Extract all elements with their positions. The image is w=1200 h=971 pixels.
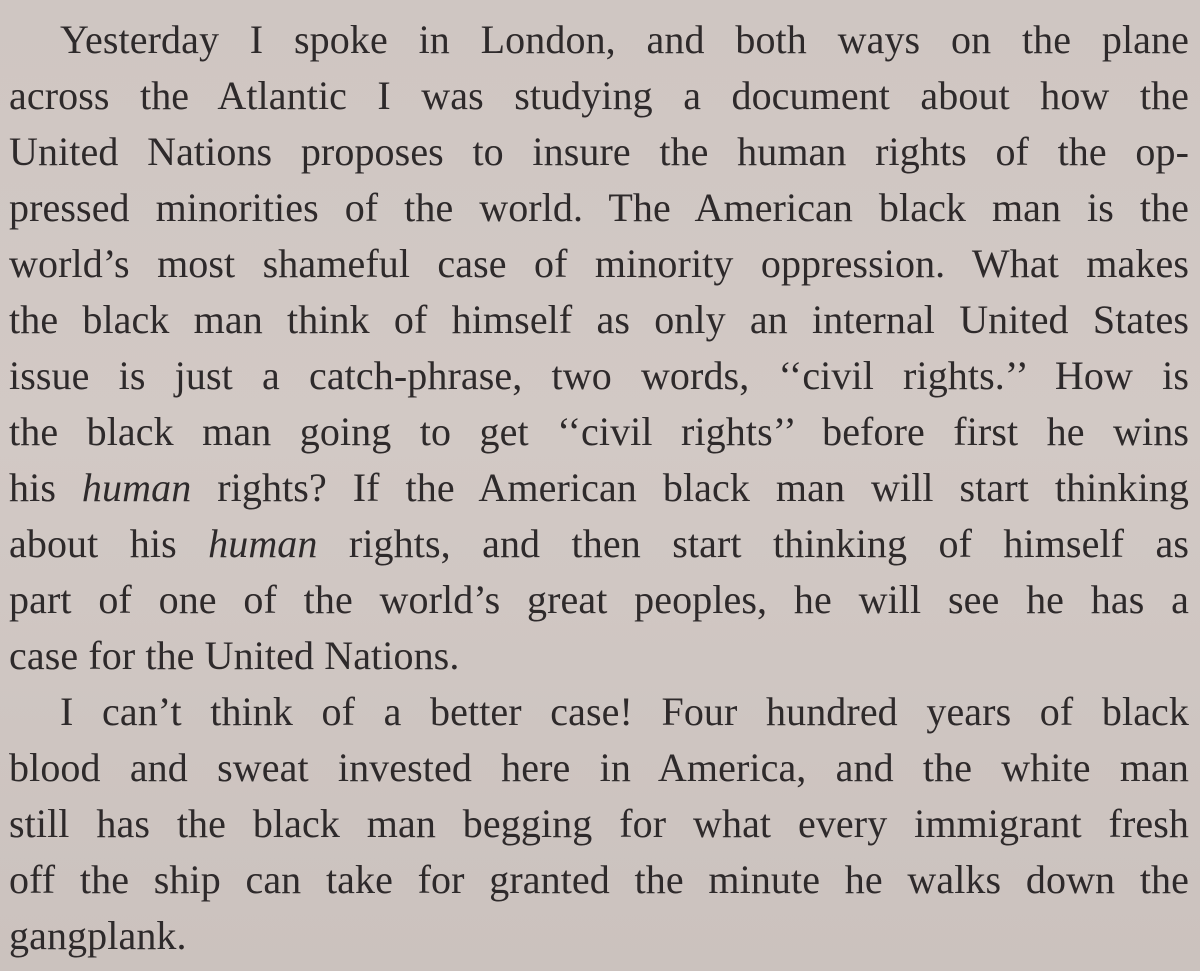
paragraph-1-line-10	[9, 516, 1189, 572]
paragraph-2-line-5: gangplank.	[9, 913, 187, 958]
line-9-text-after: rights? If the American black man will start thinking	[191, 465, 1189, 510]
line-10-text-before: about his	[9, 521, 209, 566]
paragraph-1-line-5: world’s most shameful case of minority oppression. What makes	[9, 241, 1189, 286]
line-10-text-after: rights, and then start thinking of himself as	[317, 521, 1189, 566]
italic-word-human: human	[208, 521, 318, 566]
paragraph-2-line-2: blood and sweat invested here in America, and the white man	[9, 745, 1189, 790]
paragraph-1-line-12: case for the United Nations.	[9, 633, 460, 678]
paragraph-1-line-9	[9, 460, 1189, 516]
italic-word-human: human	[81, 465, 192, 510]
paragraph-1-line-11: part of one of the world’s great peoples, he will see he has a	[9, 577, 1189, 622]
paragraph-2-line-3: still has the black man begging for what every immigrant fresh	[9, 801, 1189, 846]
paragraph-1-line-4: pressed minorities of the world. The American black man is the	[9, 185, 1189, 230]
paragraph-2-line-1: I can’t think of a better case! Four hundred years of black	[60, 689, 1189, 734]
line-9-text-before: his	[9, 465, 82, 510]
paragraph-1-line-7: issue is just a catch-phrase, two words, ‘‘civil rights.’’ How is	[9, 353, 1189, 398]
paragraph-1-line-1: Yesterday I spoke in London, and both ways on the plane	[60, 17, 1189, 62]
paragraph-1-line-3: United Nations proposes to insure the human rights of the op-	[9, 129, 1189, 174]
paragraph-2-line-4: off the ship can take for granted the minute he walks down the	[9, 857, 1189, 902]
paragraph-1-line-2: across the Atlantic I was studying a document about how the	[9, 73, 1189, 118]
paragraph-1-line-6: the black man think of himself as only an internal United States	[9, 297, 1189, 342]
paragraph-1-line-8: the black man going to get ‘‘civil rights’’ before first he wins	[9, 409, 1189, 454]
